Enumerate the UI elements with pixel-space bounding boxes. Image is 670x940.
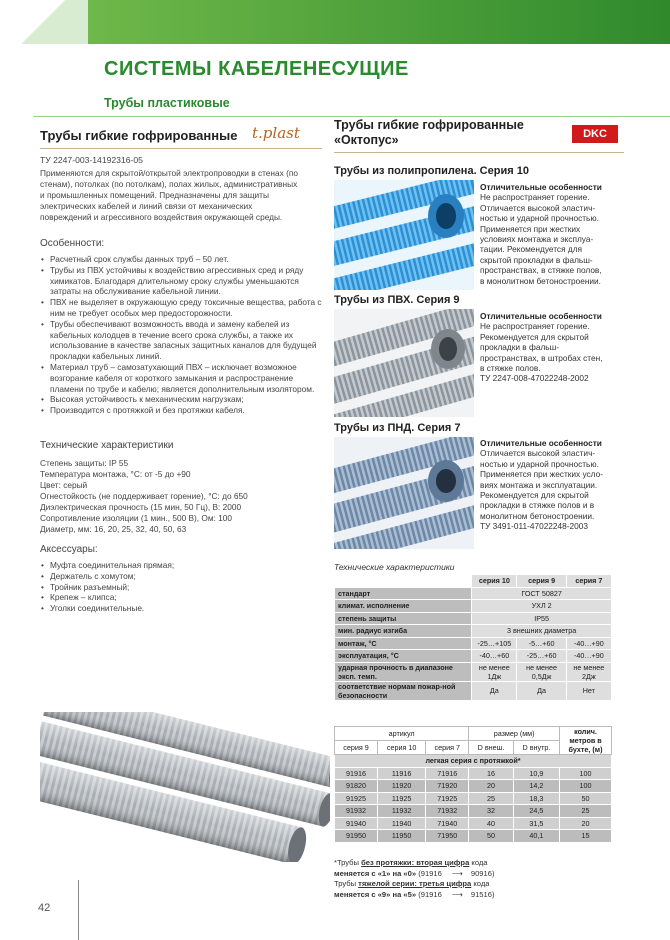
product-desc-title: Отличительные особенности [480, 311, 602, 321]
table-cell: монтаж, °С [335, 637, 472, 650]
table-cell: 40,1 [513, 830, 559, 843]
table-header: размер (мм) [469, 727, 560, 741]
table-header: серия 10 [472, 575, 517, 588]
desc-line: ностью и ударной прочностью. [480, 458, 599, 469]
desc-line: Отличается высокой эластич- [480, 448, 596, 459]
desc-line: ностью и ударной прочностью. [480, 213, 599, 224]
desc-line: ТУ 2247-008-47022248-2002 [480, 373, 589, 384]
table-header: серия 9 [517, 575, 566, 588]
page-number-rule [78, 880, 79, 940]
table-cell: не менее 2Дж [566, 662, 611, 681]
table-row [335, 805, 612, 818]
desc-line: прокладки в фальш- [480, 342, 560, 353]
table-cell: 40 [469, 817, 514, 830]
tech-caption: Технические характеристики [334, 562, 455, 572]
table-cell: эксплуатация, °С [335, 650, 472, 663]
left-intro [40, 168, 325, 223]
footnote-line [334, 890, 614, 901]
spec-line: Температура монтажа, °С: от -5 до +90 [40, 469, 191, 479]
list-item: • Держатель с хомутом; [40, 571, 325, 582]
table-header: серия 10 [377, 741, 425, 755]
page-number: 42 [38, 902, 51, 914]
desc-line: в монолитном бетоностроении. [480, 275, 601, 286]
grey-pvc-pipe-image [334, 309, 474, 417]
note-emphasis: меняется с «9» на «5» [334, 889, 417, 899]
desc-line: Применяется при жестких [480, 223, 581, 234]
table-cell: Да [472, 681, 517, 700]
product-desc-title: Отличительные особенности [480, 182, 602, 192]
intro-line: и промышленных помещений. Предназначены для защиты [40, 190, 269, 200]
desc-line: Не распространяет горение. [480, 321, 590, 332]
table-cell: 11920 [377, 780, 425, 793]
tplast-logo: t.plast [252, 124, 300, 142]
spec-line: Диэлектрическая прочность (15 мин, 50 Гц), В: 2000 [40, 502, 242, 512]
table-cell: 20 [560, 817, 612, 830]
list-item: • Муфта соединительная прямая; [40, 560, 325, 571]
table-cell: -40…+90 [566, 637, 611, 650]
table-cell: 16 [469, 767, 514, 780]
left-title: Трубы гибкие гофрированные [40, 128, 238, 143]
product-description [480, 182, 630, 286]
table-header: серия 7 [566, 575, 611, 588]
table-cell: 91940 [335, 817, 378, 830]
spec-table [334, 574, 612, 701]
accessories-title: Аксессуары: [40, 544, 98, 555]
table-cell: 100 [560, 767, 612, 780]
desc-line: Рекомендуется для скрытой [480, 490, 589, 501]
note-text: 91516) [470, 889, 495, 899]
spec-line: Диаметр, мм: 16, 20, 25, 32, 40, 50, 63 [40, 524, 187, 534]
note-emphasis: тяжелой серии: третья цифра [358, 879, 472, 888]
table-cell: Да [517, 681, 566, 700]
desc-line: Не распространяет горение. [480, 192, 590, 203]
desc-line: тации. Рекомендуется для [480, 244, 583, 255]
table-cell: 25 [469, 792, 514, 805]
spec-line: Степень защиты: IP 55 [40, 458, 129, 468]
right-title-line: Трубы гибкие гофрированные [334, 118, 524, 132]
left-tu: ТУ 2247-003-14192316-05 [40, 155, 143, 165]
table-header: D внутр. [513, 741, 559, 755]
table-row [335, 830, 612, 843]
header-notch [0, 0, 88, 44]
list-item: • Крепеж – клипса; [40, 592, 325, 603]
table-cell: ГОСТ 50827 [472, 587, 612, 600]
table-cell: 31,5 [513, 817, 559, 830]
table-row [335, 817, 612, 830]
table-row [335, 625, 612, 638]
table-cell: -40…+90 [566, 650, 611, 663]
table-cell: 15 [560, 830, 612, 843]
table-row [335, 792, 612, 805]
blue-pipe-image [334, 180, 474, 290]
footnote-line [334, 879, 614, 890]
desc-line: прокладки в стяжке полов и в [480, 500, 595, 511]
tech-specs [40, 458, 325, 535]
spec-line: Цвет: серый [40, 480, 88, 490]
desc-line: монолитном бетоностроении. [480, 510, 595, 521]
table-cell: 32 [469, 805, 514, 818]
header-green-band [88, 0, 670, 44]
list-item: • ПВХ не выделяет в окружающую среду токсичные вещества, работа с ним не требует особых мер предосторожности. [40, 297, 325, 319]
top-bar [0, 0, 670, 44]
table-cell: 71932 [426, 805, 469, 818]
table-cell: 91916 [335, 767, 378, 780]
note-text: (91916 [416, 889, 442, 899]
note-text: 90916) [470, 868, 495, 878]
table-cell: 25 [560, 805, 612, 818]
table-cell: не менее 0,5Дж [517, 662, 566, 681]
table-cell [335, 575, 472, 588]
table-cell: климат. исполнение [335, 600, 472, 613]
table-cell: Нет [566, 681, 611, 700]
right-title-line: «Октопус» [334, 133, 399, 147]
table-cell: 71920 [426, 780, 469, 793]
right-divider [334, 152, 624, 153]
table-cell: 11925 [377, 792, 425, 805]
table-cell: 50 [560, 792, 612, 805]
table-row [335, 650, 612, 663]
table-header: серия 9 [335, 741, 378, 755]
table-row [335, 780, 612, 793]
table-row [335, 755, 612, 768]
desc-line: в стяжке полов. [480, 363, 541, 374]
footnote-line [334, 858, 614, 869]
product-heading: Трубы из ПНД. Серия 7 [334, 422, 461, 434]
table-row [335, 727, 612, 741]
note-emphasis: меняется с «1» на «0» [334, 868, 417, 878]
table-row [335, 575, 612, 588]
note-text: *Трубы [334, 858, 362, 867]
intro-line: повреждений и агрессивного воздействия окружающей среды. [40, 212, 283, 222]
table-cell: 11950 [377, 830, 425, 843]
table-cell: 50 [469, 830, 514, 843]
note-text: Трубы [334, 879, 359, 888]
table-cell: 100 [560, 780, 612, 793]
grey-pipes-image [40, 712, 330, 862]
table-cell: IP55 [472, 612, 612, 625]
table-row [335, 612, 612, 625]
product-desc-title: Отличительные особенности [480, 438, 602, 448]
table-cell: 91820 [335, 780, 378, 793]
table-header: артикул [335, 727, 469, 741]
table-cell: 20 [469, 780, 514, 793]
table-cell: -5…+60 [517, 637, 566, 650]
footnotes [334, 858, 614, 900]
table-cell: 24,5 [513, 805, 559, 818]
product-description [480, 438, 630, 532]
table-header: серия 7 [426, 741, 469, 755]
table-row [335, 681, 612, 700]
features-title: Особенности: [40, 238, 105, 249]
table-cell: 71925 [426, 792, 469, 805]
desc-line: пространствах, в штробах стен, [480, 352, 603, 363]
table-header: колич. метров в бухте, (м) [560, 727, 612, 755]
right-title [334, 118, 564, 148]
table-cell: 71950 [426, 830, 469, 843]
table-cell: 91950 [335, 830, 378, 843]
note-text: кода [471, 879, 490, 888]
table-cell: -25…+60 [517, 650, 566, 663]
spec-line: Сопротивление изоляции (1 мин., 500 В), Ом: 100 [40, 513, 233, 523]
intro-line: Применяются для скрытой/открытой электропроводки в стенах (по [40, 168, 298, 178]
features-list [40, 254, 325, 416]
product-heading: Трубы из полипропилена. Серия 10 [334, 165, 529, 177]
desc-line: Отличается высокой эластич- [480, 202, 596, 213]
left-divider [40, 148, 322, 149]
table-row [335, 637, 612, 650]
desc-line: ТУ 3491-011-47022248-2003 [480, 521, 588, 532]
table-cell: 71940 [426, 817, 469, 830]
table-row [335, 662, 612, 681]
spec-line: Огнестойкость (не поддерживает горение), °С: до 650 [40, 491, 248, 501]
desc-line: Применяется при жестких усло- [480, 469, 603, 480]
desc-line: виях монтажа и эксплуатации. [480, 479, 598, 490]
table-cell: 91925 [335, 792, 378, 805]
intro-line: электрических кабелей и линий связи от механических [40, 201, 253, 211]
table-row [335, 767, 612, 780]
table-cell: 14,2 [513, 780, 559, 793]
tech-title: Технические характеристики [40, 440, 174, 451]
dkc-logo: DKC [572, 125, 618, 143]
list-item: • Трубы из ПВХ устойчивы к воздействию агрессивных сред и ряду химикатов. Благодаря длительному сроку службы уменьшаются затраты на обслуживание кабельной линии. [40, 265, 325, 297]
hdpe-pipe-image [334, 437, 474, 549]
table-cell: -25…+105 [472, 637, 517, 650]
arrow-icon: ⟶ [451, 889, 463, 899]
table-cell: 91932 [335, 805, 378, 818]
arrow-icon: ⟶ [451, 868, 463, 878]
table-row [335, 600, 612, 613]
table-cell: 71916 [426, 767, 469, 780]
table-cell: -40…+60 [472, 650, 517, 663]
intro-line: стенам), потолках (по потолкам), полах жилых, административных [40, 179, 298, 189]
list-item: • Трубы обеспечивают возможность ввода и замену кабелей из кабельных колодцев в течение всего срока службы, а также их использование в качестве запасных защитных каналов для будущей прокладки кабельных линий. [40, 319, 325, 362]
table-row [335, 587, 612, 600]
table-cell: 18,3 [513, 792, 559, 805]
table-cell: 11940 [377, 817, 425, 830]
table-cell: 10,9 [513, 767, 559, 780]
table-cell: 3 внешних диаметра [472, 625, 612, 638]
list-item: • Высокая устойчивость к механическим нагрузкам; [40, 394, 325, 405]
product-description [480, 311, 630, 384]
table-cell: мин. радиус изгиба [335, 625, 472, 638]
article-table [334, 726, 612, 843]
table-cell: соответствие нормам пожар-ной безопасности [335, 681, 472, 700]
table-cell: УХЛ 2 [472, 600, 612, 613]
list-item: • Производится с протяжкой и без протяжки кабеля. [40, 405, 325, 416]
table-cell: ударная прочность в диапазоне эксп. темп. [335, 662, 472, 681]
footnote-line [334, 869, 614, 880]
table-cell: не менее 1Дж [472, 662, 517, 681]
page-title: СИСТЕМЫ КАБЕЛЕНЕСУЩИЕ [104, 58, 409, 80]
desc-line: скрытой прокладки в фальш- [480, 254, 593, 265]
table-header: D внеш. [469, 741, 514, 755]
table-cell: степень защиты [335, 612, 472, 625]
list-item: • Расчетный срок службы данных труб – 50 лет. [40, 254, 325, 265]
page-subtitle: Трубы пластиковые [104, 96, 230, 110]
table-cell: стандарт [335, 587, 472, 600]
list-item: • Материал труб – самозатухающий ПВХ – исключает возможное возгорание кабеля от короткого замыкания и распространение пламени по трубе и кабелю; является дополнительным изолятором. [40, 362, 325, 394]
table-cell: 11932 [377, 805, 425, 818]
note-text: кода [469, 858, 488, 867]
desc-line: условиях монтажа и эксплуа- [480, 234, 594, 245]
header-divider [33, 116, 670, 117]
product-heading: Трубы из ПВХ. Серия 9 [334, 294, 460, 306]
accessories-list [40, 560, 325, 614]
desc-line: пространствах, в стяжке полов, [480, 265, 602, 276]
table-section: легкая серия с протяжкой* [335, 755, 612, 768]
note-emphasis: без протяжки: вторая цифра [361, 858, 470, 867]
desc-line: Рекомендуется для скрытой [480, 331, 589, 342]
list-item: • Уголки соединительные. [40, 603, 325, 614]
list-item: • Тройник разъемный; [40, 582, 325, 593]
table-cell: 11916 [377, 767, 425, 780]
note-text: (91916 [416, 868, 442, 878]
